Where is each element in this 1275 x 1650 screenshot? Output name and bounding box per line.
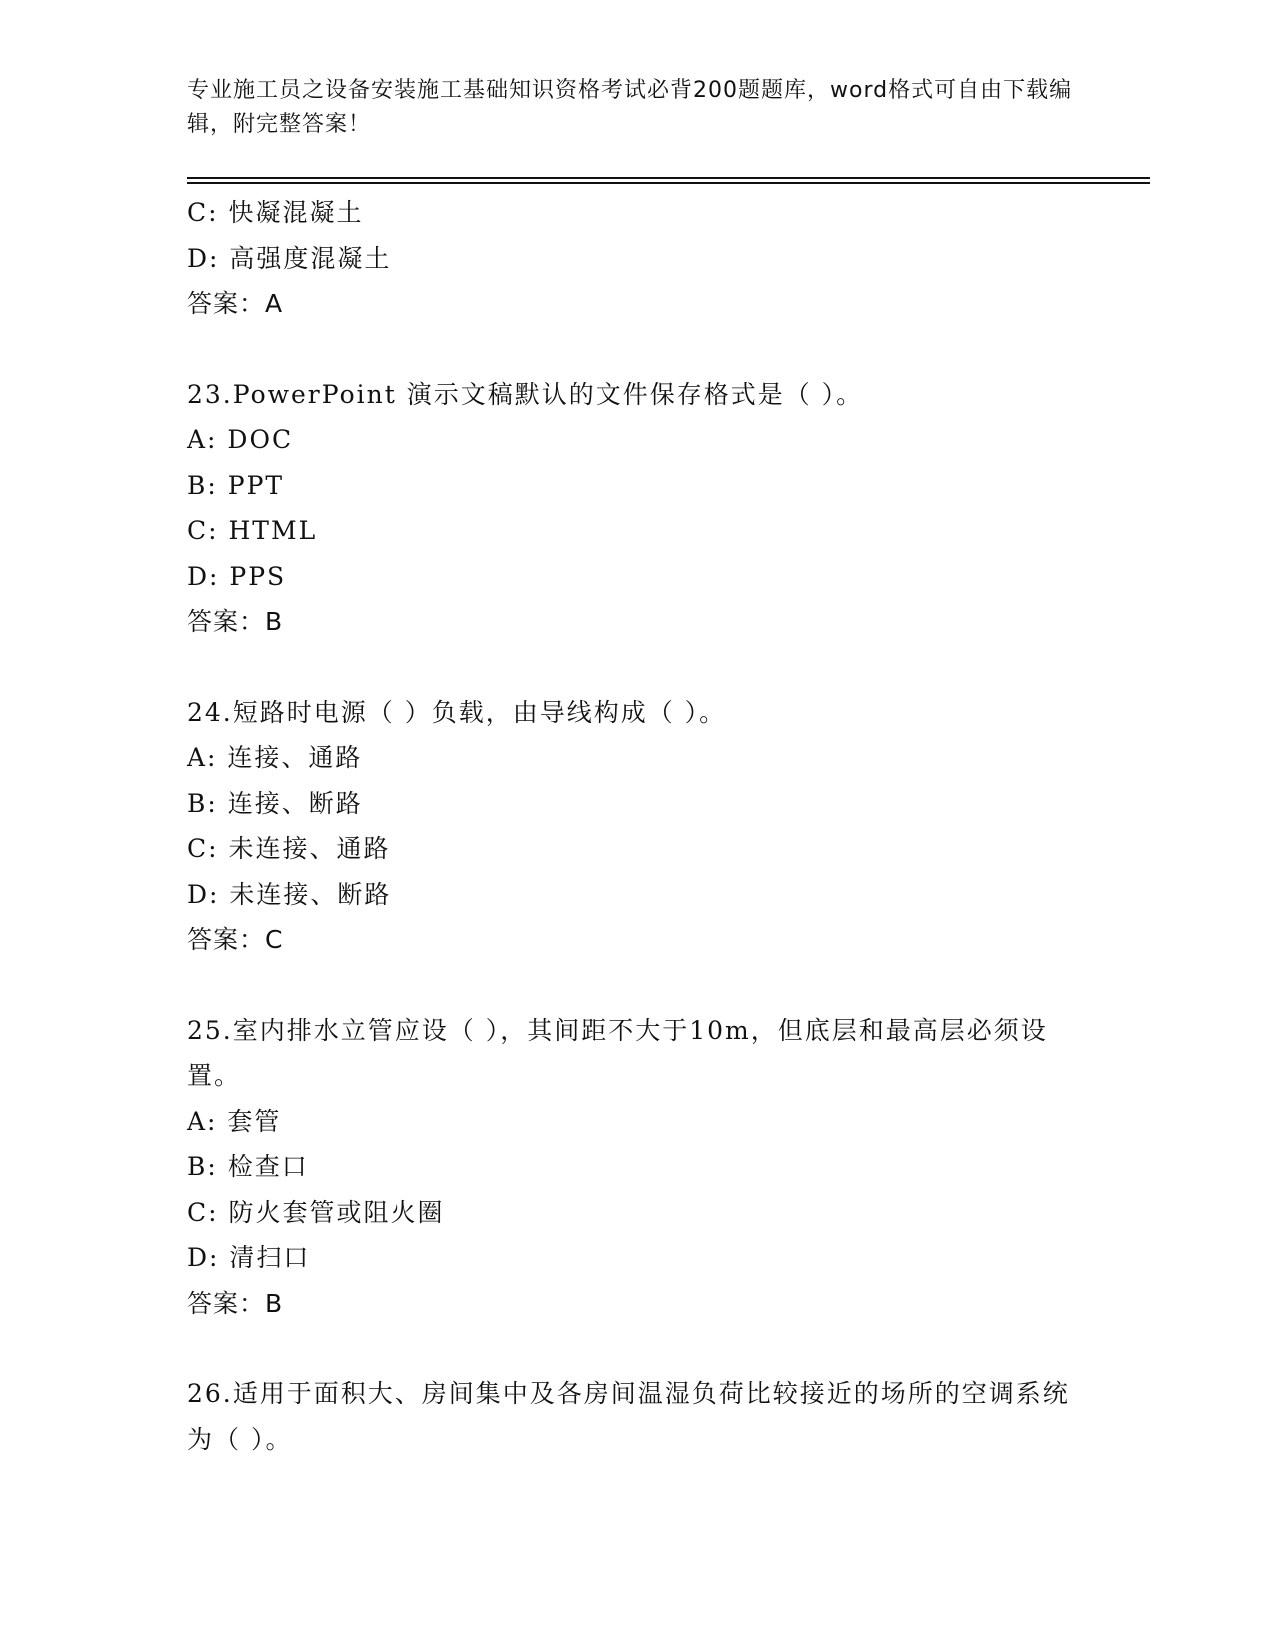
question-text: 24.短路时电源（ ）负载，由导线构成（ ）。 — [187, 697, 727, 727]
option-a: A: 连接、通路 — [187, 743, 363, 772]
question-25 — [187, 1008, 1087, 1327]
option-b: B: 连接、断路 — [187, 788, 363, 818]
question-23 — [187, 372, 1087, 645]
answer-line: 答案：A — [187, 289, 284, 318]
option-d: D: 未连接、断路 — [187, 879, 392, 909]
document-header: 专业施工员之设备安装施工基础知识资格考试必背200题题库，word格式可自由下载编辑，附完整答案！ — [187, 78, 1073, 137]
answer-line: 答案：C — [187, 925, 284, 954]
carryover-question — [187, 190, 1087, 327]
option-d: D: 清扫口 — [187, 1243, 311, 1272]
question-26 — [187, 1371, 1087, 1462]
option-d: D: PPS — [187, 561, 287, 591]
option-c: C: HTML — [187, 516, 318, 545]
answer-line: 答案：B — [187, 607, 284, 636]
option-c: C: 未连接、通路 — [187, 834, 391, 863]
question-text: 23.PowerPoint 演示文稿默认的文件保存格式是（ ）。 — [187, 379, 864, 409]
option-a: A: 套管 — [187, 1106, 282, 1136]
question-text: 25.室内排水立管应设（ ），其间距不大于10m，但底层和最高层必须设置。 — [187, 1015, 1048, 1090]
question-list — [187, 190, 1087, 1462]
question-text: 26.适用于面积大、房间集中及各房间温湿负荷比较接近的场所的空调系统为（ ）。 — [187, 1379, 1070, 1454]
option-c: C: 防火套管或阻火圈 — [187, 1197, 445, 1227]
question-24 — [187, 690, 1087, 963]
option-a: A: DOC — [187, 425, 294, 454]
option-b: B: PPT — [187, 470, 285, 500]
header-divider-top — [187, 177, 1150, 179]
option-b: B: 检查口 — [187, 1152, 309, 1181]
option-c: C: 快凝混凝土 — [187, 198, 364, 227]
option-d: D: 高强度混凝土 — [187, 243, 392, 273]
answer-line: 答案：B — [187, 1288, 284, 1318]
header-divider-bottom — [187, 182, 1150, 184]
